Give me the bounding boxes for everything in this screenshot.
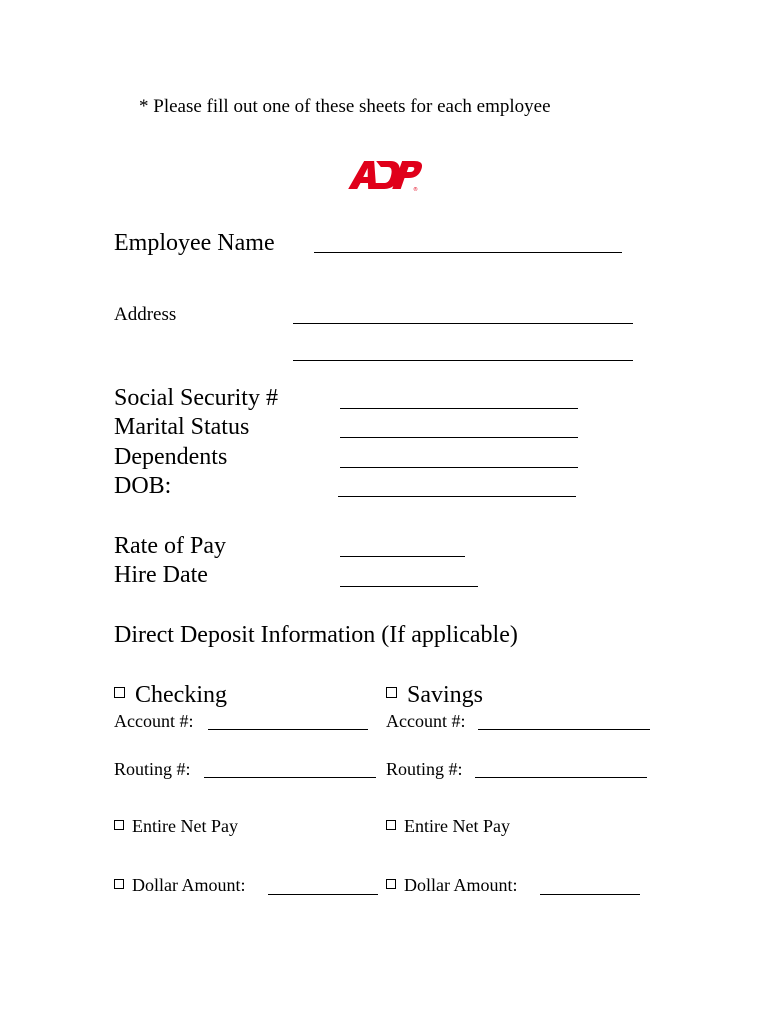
checking-dollar-amount-label: Dollar Amount: (132, 875, 250, 895)
checking-dollar-amount-blank[interactable] (268, 894, 378, 895)
rate-of-pay-blank[interactable] (340, 556, 465, 557)
checking-entire-net-pay-label: Entire Net Pay (132, 816, 238, 836)
checking-account-blank[interactable] (208, 729, 368, 730)
savings-entire-net-pay-checkbox[interactable] (386, 820, 396, 830)
dependents-label: Dependents (114, 444, 228, 470)
savings-account-blank[interactable] (478, 729, 650, 730)
employee-name-blank[interactable] (314, 252, 622, 253)
savings-entire-net-pay-label: Entire Net Pay (404, 816, 510, 836)
savings-checkbox[interactable] (386, 687, 397, 698)
checking-dollar-amount-option[interactable] (114, 876, 250, 894)
checking-dollar-amount-checkbox[interactable] (114, 879, 124, 889)
savings-dollar-amount-label: Dollar Amount: (404, 875, 522, 895)
savings-dollar-amount-checkbox[interactable] (386, 879, 396, 889)
dob-blank[interactable] (338, 496, 576, 497)
savings-routing-label: Routing #: (386, 759, 468, 779)
checking-routing-label: Routing #: (114, 759, 196, 779)
instruction-text: * Please fill out one of these sheets for each employee (139, 96, 551, 117)
hire-date-blank[interactable] (340, 586, 478, 587)
savings-title: Savings (407, 682, 484, 708)
ssn-label: Social Security # (114, 385, 278, 411)
checking-option[interactable] (114, 683, 227, 707)
direct-deposit-heading: Direct Deposit Information (If applicable) (114, 622, 518, 648)
svg-text:®: ® (413, 187, 418, 193)
savings-account-label: Account #: (386, 711, 470, 731)
address-blank-line-1[interactable] (293, 323, 633, 324)
savings-dollar-amount-option[interactable] (386, 876, 522, 894)
address-blank-line-2[interactable] (293, 360, 633, 361)
checking-entire-net-pay-checkbox[interactable] (114, 820, 124, 830)
checking-entire-net-pay-option[interactable] (114, 817, 238, 835)
checking-account-label: Account #: (114, 711, 198, 731)
dob-label: DOB: (114, 473, 172, 499)
savings-entire-net-pay-option[interactable] (386, 817, 510, 835)
employee-name-label: Employee Name (114, 230, 275, 256)
adp-logo (347, 157, 423, 193)
dependents-blank[interactable] (340, 467, 578, 468)
checking-title: Checking (135, 682, 227, 708)
checking-checkbox[interactable] (114, 687, 125, 698)
rate-of-pay-label: Rate of Pay (114, 533, 226, 559)
address-label: Address (114, 304, 177, 325)
marital-status-blank[interactable] (340, 437, 578, 438)
savings-dollar-amount-blank[interactable] (540, 894, 640, 895)
checking-routing-blank[interactable] (204, 777, 376, 778)
marital-status-label: Marital Status (114, 414, 250, 440)
savings-routing-blank[interactable] (475, 777, 647, 778)
savings-option[interactable] (386, 683, 483, 707)
ssn-blank[interactable] (340, 408, 578, 409)
hire-date-label: Hire Date (114, 562, 208, 588)
